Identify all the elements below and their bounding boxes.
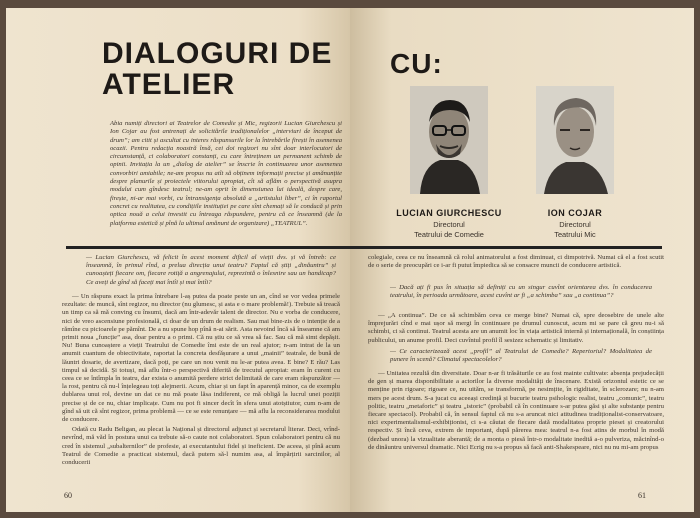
- question-2: — Ce caracterizează acest „profil” al Teatrului de Comedie? Repertoriul? Modalitatea de punere în scenă? Climatul spectacolelor?: [390, 348, 652, 364]
- headline-line-1: DIALOGURI DE: [102, 37, 333, 70]
- paragraph: — Unitatea rezultă din diversitate. Doar n-ar fi trăsăturile ce au fost mainte cultivate: absența prejudecății de gen și marea disponibilitate a actorilor la diverse modalități de înscenare. Există orizontul estetic ce se menține prin rigoare; rigoare ce, nu uităm, se transformă, pe nesimțite, în rigiditate, în sclerozare; nu n-am mers pe acest drum. S-a jucat cu aceeași credință și bucurie teatru psihologic realist, teatru „comunic”, teatru politic, teatru „metaforic” și teatru „istoric” (probabil că în continuare s-ar putea găsi și alte substanțe pentru fiecare spectacol). Probabil că, în sensul faptul că nu s-a aruncat nici atitudinea tradiționalist-conservatoare, nici experimentalismul-exhibiționist, ci s-a căutat de fiecare dată modalitatea proprie piesei și creatorului respectiv. Și încă ceva, extrem de important, după părerea mea: teatrul n-a fost atins de morbul în modă (dezbad unora) la vizualitate aberantă; de a monta o piesă într-o modalitate inedită a-o pulveriza, măcinînd-o de dinăuntru universul dramatic. Nici Ecrig nu s-a propus să facă anti-Shakespeare, nici nu nu mi-am propus: [368, 370, 664, 451]
- left-page: [6, 8, 350, 512]
- person-2-name: ION COJAR: [547, 208, 603, 218]
- paragraph: — Un răspuns exact la prima întrebare l-aș putea da poate peste un an, cînd se vor vedea primele rezultate: de muncă, sînt regizor, nu director (nu glumesc, și asta e o mare problemă!). Trebuie să treacă un timp ca să mă conving cu însumi, dacă am într-adevăr talent de director. Nu e vorba de conducere, nici de vreo ascensiune profesională, ci doar de un drum de realism. Sau mai bine-zis de o intenție de a rămîne cu picioarele pe pămînt. De a nu spune hop pînă n-ai sărit. Asta nevoind încă să înseamne că am primit noua „funcție” asa, doar pentru a o primi. Că nu știu ce să vrea să fac. Sau că mă simt depășit. Nu! Buna cunoaștere a vieții Teatrului de Comedie îmi este de un real ajutor; n-am intrat de la un anumit cuantum de obiectivitate, raportat la concreta desfășurare a unui „mainii” teatrale, de bună de lăuntri dosarie, de avertizare, dacă poți, pe care un nou venit nu le-ar putea avea. E bine? E rău? Las timpul să decidă. Și totuși, mă aflu într-o perspectivă diferită de trecutul apropiat: eram în curent cu ceea ce se întîmpla în teatru, dar exista o anumită perdere strict delimitată de care eram răspunzător — la rost, pentru că nu-l înțelegeau toți alejmerii. Acum, chiar și un fapt în aparență minor, ca de exemplu dublarea unui rol, devine un dat ce nu mă poate lăsa indiferent, ce mă obligă la lucrul unei poziții precise și de ce nu, chiar implicațe. Cum nu pot fi sincer decît în sfera unui atotștiutor, cum n-am de gînd să uit că sînt regizor, prima problemă — ce se este renunțare — mă aflu la reconsiderarea modului de conducere.: [62, 293, 340, 424]
- paragraph: Odată cu Radu Beligan, au plecat la Național și directorul adjunct și secretarul literar. Deci, vrînd-nevrînd, mă văd în postura unui ca trebuie să-o caute noi colaboratori. Spun colaboratori pentru că nu cred în sistemul „subalternilor” de profesie, ai executantului fidel și ineficient. De aceea, și pînă acum Teatrul de Comedie a practicat sistemul, dacă putem să-l numim asa, al împărțirii sarcinilor, al conducerii: [62, 426, 340, 467]
- article-continuation: [368, 254, 664, 272]
- person-1-name: LUCIAN GIURCHESCU: [396, 208, 502, 218]
- intro-paragraph: Abia numiți directori ai Teatrelor de Comedie și Mic, regizorii Lucian Giurchescu și Ion Cojar au fost antrenați de solicitările tradiționalelor „interviuri de început de drum”; am citit și ascultat cu interes răspunsurile lor la întrebările firești în asemenea ocazii. Pentru redacția noastră însă, cei doi regizori nu sînt doar interlocutori de circumstanță, ci colaboratori constanți, cu care întreținem un permanent schimb de opinii. Invitația la un „dialog de atelier” se înscrie în continuarea unor asemenea convorbiri amiabile; ne-am propus nu atît să obținem informații precise și amănunțite despre planurile și proiectele viitorului apropiat, cît să aflăm o perspectivă asupra modului cum gîndesc teatrul; ne-am oprit în dimensiunea lui ideală, despre care, firește, ni-ar mai vorbi, cu întransigența absolută a „artistului liber”, ci în raportul concret cu realitatea, cu condițiile instituției pe care sînt chemați să le conducă și prin optica nouă a celui investit cu întreaga răspundere, pentru că ce înseamnă (de la platforma estetică și pînă la ultimul amănunt de organizare) „TEATRUL”.: [110, 120, 342, 227]
- portrait-image: [410, 86, 488, 194]
- portrait-lucian-giurchescu: [410, 86, 488, 194]
- portrait-image: [536, 86, 614, 194]
- opening-question: — Lucian Giurchescu, vă felicit în acest moment dificil al vieții dvs. și vă întreb: ce înseamnă, în primul rînd, a prelua direcția unui teatru? Faptul că știți „dinăuntru” și cunoașteți fiecare om, fiecare rotiță a angrenajului, reprezintă o înlesnire sau un handicap? Ce aveți de gînd să faceți mai întîi și mai întîi?: [86, 254, 336, 286]
- question-1: — Dacă ați fi pus în situația să definiți cu un singur cuvînt orientarea dvs. în conducerea teatrului, în perioada următoare, acest cuvînt ar fi „a schimba” sau „a continua”?: [390, 284, 652, 300]
- right-headline: CU:: [390, 48, 443, 79]
- page-title: [102, 38, 332, 100]
- person-1-role-line-1: Directorul: [433, 220, 465, 229]
- paragraph: colegiale, ceea ce nu înseamnă că rolul animatorului a fost diminuat, ci dimpotrivă. Numai că el a fost scutit de o serie de preocupări ce i-ar fi putut împiedica să se consacre muncii de conducere artistică.: [368, 254, 664, 270]
- right-page: [350, 8, 694, 512]
- paragraph: — „A continua”. De ce să schimbăm ceva ce merge bine? Numai că, spre deosebire de unele alte împrejurări cînd e mai ușor să mergi în continuare pe drumul cunoscut, acum mi se pare că greu nu-i să schimbi, ci să continui. Teatrul acesta are un anumit loc în viața artistică internă și internațională, în conștiința publicului, un anume profil. Deci cuvîntul profil îl sesizez schematic și limitativ.: [368, 312, 664, 344]
- article-body-left: [62, 293, 340, 469]
- magazine-spread: [6, 8, 694, 512]
- headline-line-2: ATELIER: [102, 68, 236, 101]
- answer-2: [368, 370, 664, 454]
- page-number-right: 61: [638, 491, 646, 500]
- answer-1: [368, 312, 664, 347]
- portrait-ion-cojar: [536, 86, 614, 194]
- person-2-role-line-1: Directorul: [559, 220, 591, 229]
- person-1-role-line-2: Teatrului de Comedie: [414, 230, 484, 239]
- section-divider: [66, 246, 350, 249]
- page-number-left: 60: [64, 491, 72, 500]
- section-divider-right: [350, 246, 662, 249]
- person-2-role-line-2: Teatrului Mic: [554, 230, 596, 239]
